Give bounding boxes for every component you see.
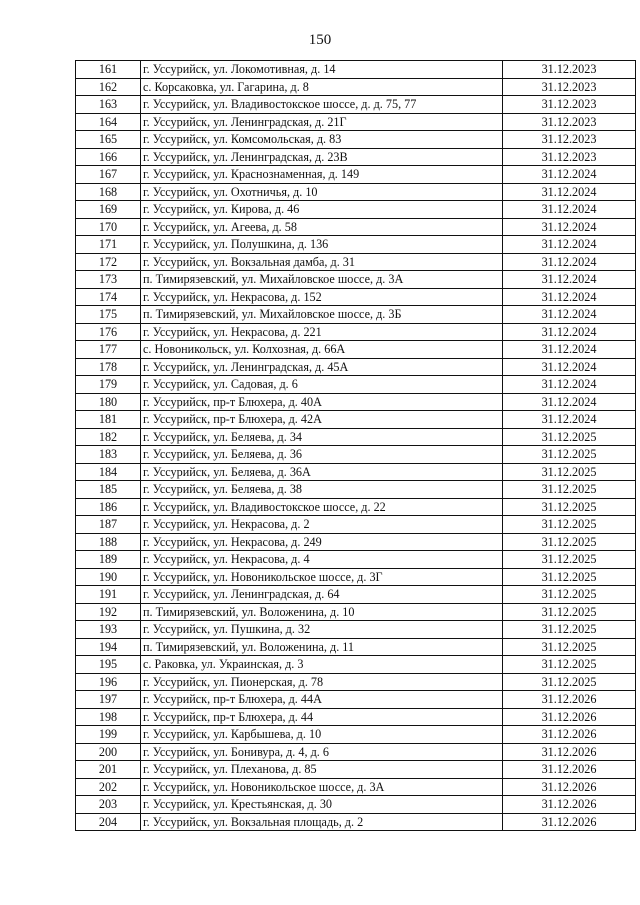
row-date: 31.12.2024 xyxy=(503,393,636,411)
row-date: 31.12.2025 xyxy=(503,516,636,534)
row-date: 31.12.2025 xyxy=(503,603,636,621)
table-row xyxy=(76,78,636,96)
table-row xyxy=(76,551,636,569)
row-number: 192 xyxy=(76,603,141,621)
row-address: с. Раковка, ул. Украинская, д. 3 xyxy=(141,656,503,674)
row-date: 31.12.2024 xyxy=(503,323,636,341)
table-row xyxy=(76,201,636,219)
table-row xyxy=(76,96,636,114)
row-date: 31.12.2026 xyxy=(503,726,636,744)
row-address: г. Уссурийск, пр-т Блюхера, д. 44А xyxy=(141,691,503,709)
row-date: 31.12.2026 xyxy=(503,778,636,796)
row-address: г. Уссурийск, ул. Охотничья, д. 10 xyxy=(141,183,503,201)
row-address: г. Уссурийск, ул. Новоникольское шоссе, д. 3Г xyxy=(141,568,503,586)
row-address: п. Тимирязевский, ул. Михайловское шоссе, д. 3А xyxy=(141,271,503,289)
table-row xyxy=(76,796,636,814)
table-row xyxy=(76,306,636,324)
row-number: 169 xyxy=(76,201,141,219)
row-address: г. Уссурийск, ул. Некрасова, д. 249 xyxy=(141,533,503,551)
row-number: 186 xyxy=(76,498,141,516)
row-date: 31.12.2025 xyxy=(503,638,636,656)
row-number: 171 xyxy=(76,236,141,254)
row-number: 187 xyxy=(76,516,141,534)
row-address: г. Уссурийск, ул. Некрасова, д. 2 xyxy=(141,516,503,534)
row-address: г. Уссурийск, ул. Комсомольская, д. 83 xyxy=(141,131,503,149)
row-address: г. Уссурийск, ул. Некрасова, д. 152 xyxy=(141,288,503,306)
table-row xyxy=(76,533,636,551)
row-number: 195 xyxy=(76,656,141,674)
row-address: г. Уссурийск, ул. Карбышева, д. 10 xyxy=(141,726,503,744)
row-number: 198 xyxy=(76,708,141,726)
row-date: 31.12.2024 xyxy=(503,201,636,219)
row-date: 31.12.2025 xyxy=(503,446,636,464)
row-number: 178 xyxy=(76,358,141,376)
row-number: 188 xyxy=(76,533,141,551)
table-row xyxy=(76,341,636,359)
row-address: с. Новоникольск, ул. Колхозная, д. 66А xyxy=(141,341,503,359)
row-date: 31.12.2023 xyxy=(503,148,636,166)
row-address: г. Уссурийск, ул. Новоникольское шоссе, д. 3А xyxy=(141,778,503,796)
row-date: 31.12.2023 xyxy=(503,78,636,96)
row-number: 203 xyxy=(76,796,141,814)
table-row xyxy=(76,428,636,446)
table-row xyxy=(76,813,636,831)
row-date: 31.12.2025 xyxy=(503,481,636,499)
row-date: 31.12.2025 xyxy=(503,656,636,674)
row-date: 31.12.2024 xyxy=(503,271,636,289)
row-number: 170 xyxy=(76,218,141,236)
row-address: г. Уссурийск, ул. Владивостокское шоссе, д. д. 75, 77 xyxy=(141,96,503,114)
row-date: 31.12.2026 xyxy=(503,691,636,709)
row-date: 31.12.2024 xyxy=(503,183,636,201)
table-row xyxy=(76,393,636,411)
row-date: 31.12.2025 xyxy=(503,586,636,604)
table-row xyxy=(76,113,636,131)
row-address: г. Уссурийск, ул. Кирова, д. 46 xyxy=(141,201,503,219)
table-row xyxy=(76,463,636,481)
table-row xyxy=(76,376,636,394)
row-address: г. Уссурийск, ул. Ленинградская, д. 45А xyxy=(141,358,503,376)
row-date: 31.12.2026 xyxy=(503,813,636,831)
row-number: 161 xyxy=(76,61,141,79)
row-number: 204 xyxy=(76,813,141,831)
row-number: 189 xyxy=(76,551,141,569)
row-number: 172 xyxy=(76,253,141,271)
row-number: 177 xyxy=(76,341,141,359)
table-row xyxy=(76,516,636,534)
row-date: 31.12.2024 xyxy=(503,411,636,429)
schedule-table xyxy=(75,60,636,831)
row-number: 194 xyxy=(76,638,141,656)
row-address: г. Уссурийск, ул. Плеханова, д. 85 xyxy=(141,761,503,779)
row-date: 31.12.2023 xyxy=(503,96,636,114)
row-date: 31.12.2024 xyxy=(503,236,636,254)
row-number: 181 xyxy=(76,411,141,429)
table-row xyxy=(76,743,636,761)
table-row xyxy=(76,656,636,674)
table-row xyxy=(76,621,636,639)
row-address: г. Уссурийск, ул. Беляева, д. 38 xyxy=(141,481,503,499)
row-number: 191 xyxy=(76,586,141,604)
row-date: 31.12.2024 xyxy=(503,376,636,394)
row-address: п. Тимирязевский, ул. Воложенина, д. 11 xyxy=(141,638,503,656)
table-row xyxy=(76,323,636,341)
table-row xyxy=(76,481,636,499)
table-row xyxy=(76,131,636,149)
row-address: г. Уссурийск, ул. Пионерская, д. 78 xyxy=(141,673,503,691)
row-date: 31.12.2024 xyxy=(503,341,636,359)
row-address: г. Уссурийск, ул. Агеева, д. 58 xyxy=(141,218,503,236)
row-date: 31.12.2024 xyxy=(503,288,636,306)
row-date: 31.12.2026 xyxy=(503,743,636,761)
table-row xyxy=(76,568,636,586)
row-date: 31.12.2023 xyxy=(503,113,636,131)
row-number: 193 xyxy=(76,621,141,639)
row-date: 31.12.2023 xyxy=(503,131,636,149)
row-address: г. Уссурийск, ул. Крестьянская, д. 30 xyxy=(141,796,503,814)
row-address: п. Тимирязевский, ул. Воложенина, д. 10 xyxy=(141,603,503,621)
row-date: 31.12.2025 xyxy=(503,428,636,446)
table-row xyxy=(76,708,636,726)
row-address: г. Уссурийск, ул. Локомотивная, д. 14 xyxy=(141,61,503,79)
table-row xyxy=(76,218,636,236)
row-number: 190 xyxy=(76,568,141,586)
table-row xyxy=(76,61,636,79)
row-date: 31.12.2026 xyxy=(503,796,636,814)
row-number: 162 xyxy=(76,78,141,96)
row-address: г. Уссурийск, ул. Пушкина, д. 32 xyxy=(141,621,503,639)
table-row xyxy=(76,638,636,656)
row-date: 31.12.2026 xyxy=(503,761,636,779)
table-row xyxy=(76,778,636,796)
row-number: 185 xyxy=(76,481,141,499)
row-address: г. Уссурийск, ул. Вокзальная площадь, д. 2 xyxy=(141,813,503,831)
table-row xyxy=(76,253,636,271)
table-row xyxy=(76,271,636,289)
row-number: 201 xyxy=(76,761,141,779)
row-address: г. Уссурийск, пр-т Блюхера, д. 40А xyxy=(141,393,503,411)
row-address: г. Уссурийск, ул. Садовая, д. 6 xyxy=(141,376,503,394)
row-date: 31.12.2025 xyxy=(503,463,636,481)
table-row xyxy=(76,411,636,429)
row-date: 31.12.2024 xyxy=(503,306,636,324)
row-address: г. Уссурийск, ул. Полушкина, д. 136 xyxy=(141,236,503,254)
row-address: г. Уссурийск, ул. Беляева, д. 36 xyxy=(141,446,503,464)
row-address: г. Уссурийск, ул. Ленинградская, д. 64 xyxy=(141,586,503,604)
row-address: г. Уссурийск, ул. Некрасова, д. 4 xyxy=(141,551,503,569)
row-number: 168 xyxy=(76,183,141,201)
table-row xyxy=(76,761,636,779)
table-row xyxy=(76,288,636,306)
row-address: г. Уссурийск, ул. Ленинградская, д. 23В xyxy=(141,148,503,166)
row-number: 163 xyxy=(76,96,141,114)
row-date: 31.12.2024 xyxy=(503,218,636,236)
row-address: г. Уссурийск, ул. Вокзальная дамба, д. 31 xyxy=(141,253,503,271)
page-number: 150 xyxy=(308,32,332,48)
row-number: 183 xyxy=(76,446,141,464)
table-row xyxy=(76,691,636,709)
row-address: г. Уссурийск, ул. Беляева, д. 36А xyxy=(141,463,503,481)
row-number: 173 xyxy=(76,271,141,289)
table-row xyxy=(76,498,636,516)
row-address: п. Тимирязевский, ул. Михайловское шоссе, д. 3Б xyxy=(141,306,503,324)
table-row xyxy=(76,586,636,604)
table-row xyxy=(76,446,636,464)
row-number: 179 xyxy=(76,376,141,394)
row-number: 200 xyxy=(76,743,141,761)
row-number: 166 xyxy=(76,148,141,166)
row-number: 176 xyxy=(76,323,141,341)
row-address: г. Уссурийск, ул. Некрасова, д. 221 xyxy=(141,323,503,341)
row-address: г. Уссурийск, пр-т Блюхера, д. 42А xyxy=(141,411,503,429)
row-date: 31.12.2026 xyxy=(503,708,636,726)
row-number: 180 xyxy=(76,393,141,411)
row-number: 165 xyxy=(76,131,141,149)
row-address: г. Уссурийск, ул. Ленинградская, д. 21Г xyxy=(141,113,503,131)
table-row xyxy=(76,603,636,621)
row-address: г. Уссурийск, ул. Владивостокское шоссе, д. 22 xyxy=(141,498,503,516)
row-number: 167 xyxy=(76,166,141,184)
row-date: 31.12.2025 xyxy=(503,673,636,691)
row-date: 31.12.2025 xyxy=(503,551,636,569)
row-address: с. Корсаковка, ул. Гагарина, д. 8 xyxy=(141,78,503,96)
row-date: 31.12.2023 xyxy=(503,61,636,79)
row-number: 175 xyxy=(76,306,141,324)
row-date: 31.12.2025 xyxy=(503,621,636,639)
table-row xyxy=(76,148,636,166)
row-date: 31.12.2025 xyxy=(503,498,636,516)
table-row xyxy=(76,166,636,184)
row-number: 184 xyxy=(76,463,141,481)
row-date: 31.12.2024 xyxy=(503,166,636,184)
table-body xyxy=(76,61,636,831)
row-date: 31.12.2025 xyxy=(503,568,636,586)
row-number: 197 xyxy=(76,691,141,709)
row-address: г. Уссурийск, пр-т Блюхера, д. 44 xyxy=(141,708,503,726)
row-number: 164 xyxy=(76,113,141,131)
row-number: 202 xyxy=(76,778,141,796)
row-number: 182 xyxy=(76,428,141,446)
row-number: 174 xyxy=(76,288,141,306)
table-row xyxy=(76,358,636,376)
row-number: 199 xyxy=(76,726,141,744)
row-number: 196 xyxy=(76,673,141,691)
table-row xyxy=(76,236,636,254)
row-date: 31.12.2024 xyxy=(503,253,636,271)
row-address: г. Уссурийск, ул. Беляева, д. 34 xyxy=(141,428,503,446)
row-address: г. Уссурийск, ул. Краснознаменная, д. 149 xyxy=(141,166,503,184)
row-address: г. Уссурийск, ул. Бонивура, д. 4, д. 6 xyxy=(141,743,503,761)
table-row xyxy=(76,726,636,744)
table-row xyxy=(76,183,636,201)
table-row xyxy=(76,673,636,691)
row-date: 31.12.2025 xyxy=(503,533,636,551)
row-date: 31.12.2024 xyxy=(503,358,636,376)
